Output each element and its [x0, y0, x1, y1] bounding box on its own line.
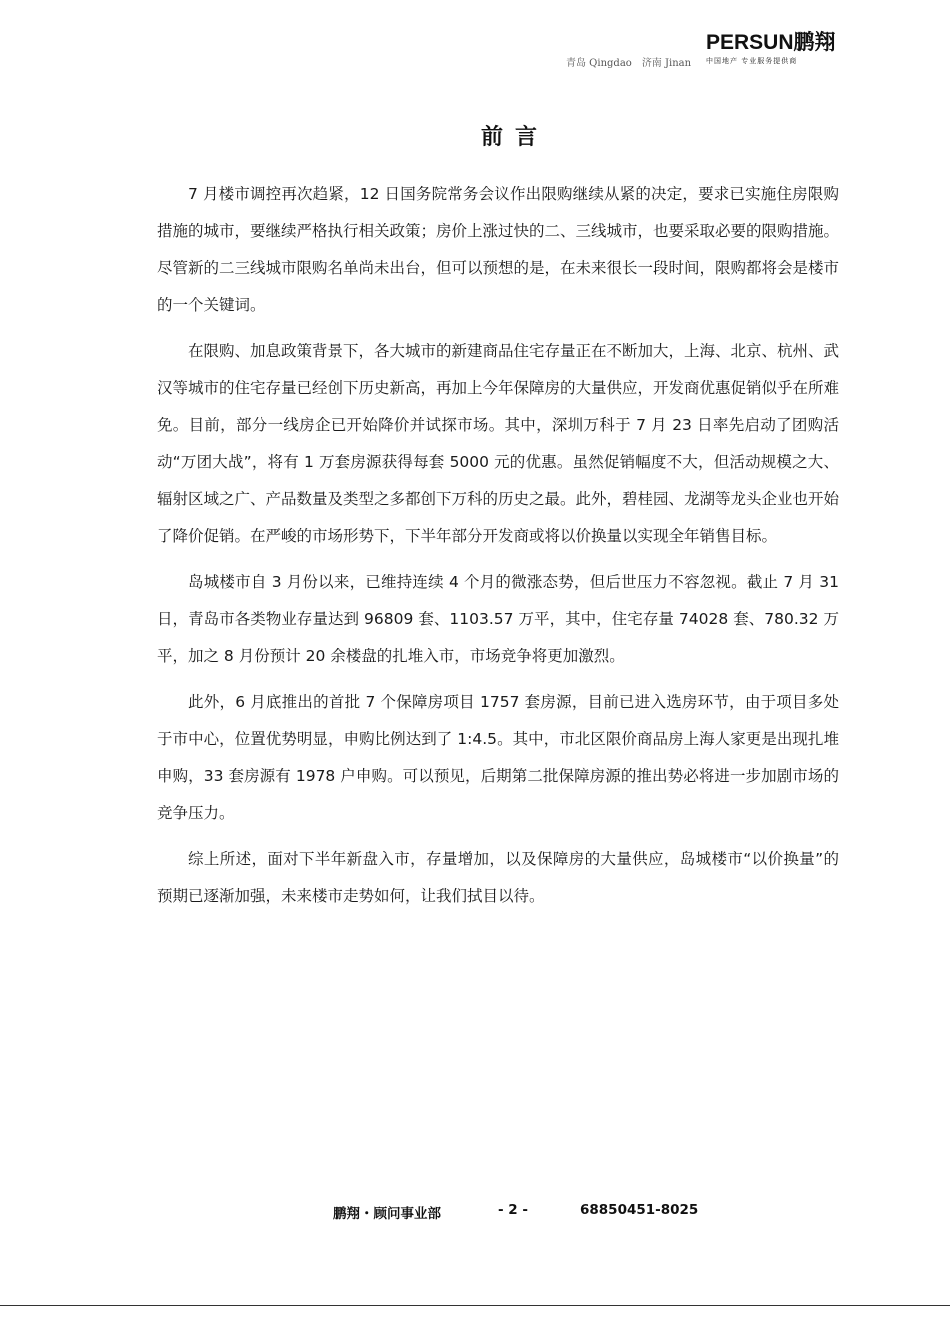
- logo-tagline: 中国地产 专业服务提供商: [706, 57, 798, 65]
- body-text: [157, 176, 839, 924]
- footer-phone: 68850451-8025: [580, 1202, 699, 1218]
- page-header: [0, 0, 950, 80]
- paragraph: 此外，6 月底推出的首批 7 个保障房项目 1757 套房源，目前已进入选房环节，由于项目多处于市中心，位置优势明显，申购比例达到了 1:4.5。其中，市北区限价商品房上海人家更是出现扎堆申购，33 套房源有 1978 户申购。可以预见，后期第二批保障房源的推出势必将进一步加剧市场的竞争压力。: [157, 693, 839, 822]
- header-cities: [566, 54, 701, 69]
- paragraph: 岛城楼市自 3 月份以来，已维持连续 4 个月的微涨态势，但后世压力不容忽视。截止 7 月 31 日，青岛市各类物业存量达到 96809 套、1103.57 万平，其中，住宅存量 74028 套、780.32 万平，加之 8 月份预计 20 余楼盘的扎堆入市，市场竞争将更加激烈。: [157, 573, 839, 665]
- city-qingdao: 青岛 Qingdao: [566, 58, 632, 69]
- page-title: 前言: [480, 125, 549, 150]
- logo-wordmark: PERSUN鹏翔: [706, 31, 836, 54]
- paragraph: 综上所述，面对下半年新盘入市，存量增加，以及保障房的大量供应，岛城楼市“以价换量”的预期已逐渐加强，未来楼市走势如何，让我们拭目以待。: [157, 850, 839, 905]
- page-number: - 2 -: [498, 1202, 528, 1218]
- city-jinan: 济南 Jinan: [641, 58, 692, 69]
- paragraph: 7 月楼市调控再次趋紧，12 日国务院常务会议作出限购继续从紧的决定，要求已实施住房限购措施的城市，要继续严格执行相关政策；房价上涨过快的二、三线城市，也要采取必要的限购措施。尽管新的二三线城市限购名单尚未出台，但可以预想的是，在未来很长一段时间，限购都将会是楼市的一个关键词。: [157, 185, 840, 314]
- bottom-divider: [0, 1305, 950, 1306]
- footer-department: 鹏翔・顾问事业部: [333, 1206, 441, 1222]
- page-footer: [0, 1202, 950, 1226]
- persun-logo: [706, 32, 851, 66]
- paragraph: 在限购、加息政策背景下，各大城市的新建商品住宅存量正在不断加大，上海、北京、杭州、武汉等城市的住宅存量已经创下历史新高，再加上今年保障房的大量供应，开发商优惠促销似乎在所难免。目前，部分一线房企已开始降价并试探市场。其中，深圳万科于 7 月 23 日率先启动了团购活动“万团大战”，将有 1 万套房源获得每套 5000 元的优惠。虽然促销幅度不大，但活动规模之大、辐射区域之广、产品数量及类型之多都创下万科的历史之最。此外，碧桂园、龙湖等龙头企业也开始了降价促销。在严峻的市场形势下，下半年部分开发商或将以价换量以实现全年销售目标。: [157, 342, 840, 545]
